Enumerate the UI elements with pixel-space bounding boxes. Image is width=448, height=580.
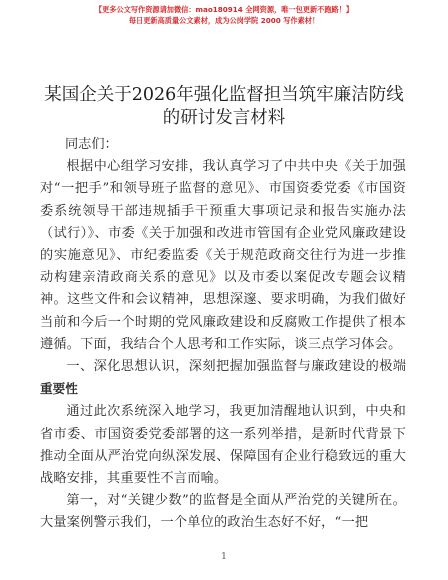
page-number: 1 [221,552,227,562]
promo-header-banner [0,4,448,26]
section-heading-1-bold: 重要性 [40,381,78,397]
body-paragraph-1: 根据中心组学习安排，我认真学习了中共中央《关于加强对“一把手”和领导班子监督的意见》、市国资委党委《市国资委系统领导干部违规插手干预重大事项记录和报告实施办法（试行）》、市委《关于加强和改进市管国有企业党风廉政建设的实施意见》、市纪委监委《关于规范政商交往行为进一步推动构建亲清政商关系的意见》以及市委以案促改专题会议精神。这些文件和会议精神，思想深邃、要求明确，为我们做好当前和今后一个时期的党风廉政建设和反腐败工作提供了根本遵循。下面，我结合个人思考和工作实际，谈三点学习体会。 [40,159,406,352]
section-heading-1-lead: 一、深化思想认识，深刻把握加强监督与廉政建设的极端 [66,359,406,375]
document-body [40,134,406,535]
greeting: 同志们： [65,137,118,152]
section-heading-1 [40,356,406,401]
promo-header-line-2: 每日更新高质量公文素材，成为公岗学院 2000 写作素材！ [128,16,320,25]
document-title: 某国企关于2026年强化监督担当筑牢廉洁防线的研讨发言材料 [44,85,404,128]
body-paragraph-2: 通过此次系统深入地学习，我更加清醒地认识到，中央和省市委、市国资委党委部署的这一系列举措，是新时代背景下推动全面从严治党向纵深发展、保障国有企业行稳致远的重大战略安排，其重要性不言而喻。 [40,404,406,487]
body-paragraph-3: 第一，对“关键少数”的监督是全面从严治党的关键所在。大量案例警示我们，一个单位的政治生态好不好，“一把 [40,493,406,531]
promo-header-line-1: 【更多公文写作资源请加微信：mao180914 全网资源，唯一包更新不跑路！】 [94,5,354,14]
